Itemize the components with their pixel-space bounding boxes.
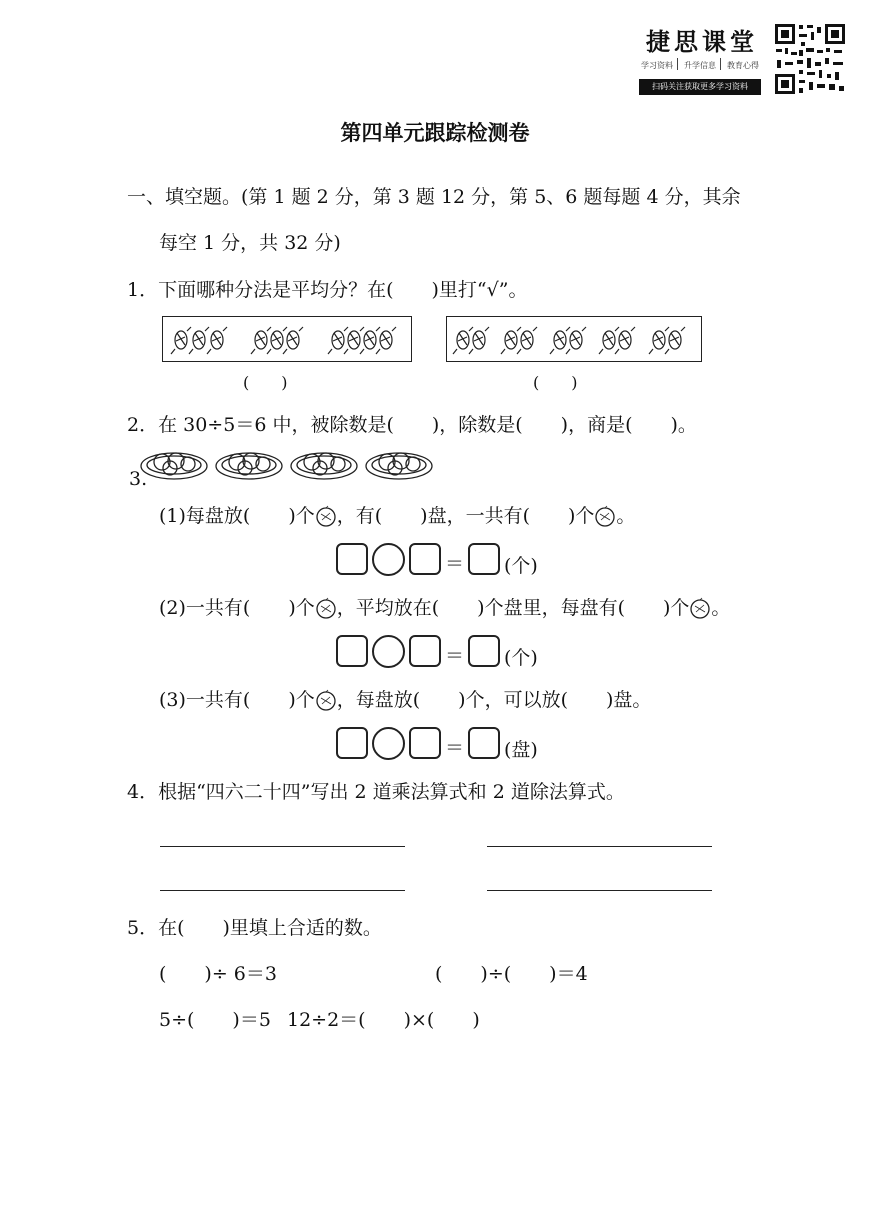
number-box[interactable] [409, 543, 441, 575]
question-3-part-3 [159, 688, 651, 712]
equation-3: 5÷( )＝5 [159, 1009, 271, 1031]
page-title: 第四单元跟踪检测卷 [340, 121, 530, 145]
qr-code-icon[interactable] [773, 22, 847, 96]
answer-line[interactable] [160, 846, 405, 847]
answer-blank-left[interactable]: ( ) [243, 373, 288, 392]
unit-label: (盘) [504, 739, 538, 761]
q3p1-text-b: ，有( )盘，一共有( )个 [336, 505, 595, 527]
orange-icon [315, 597, 337, 619]
equation-boxes-3 [336, 724, 538, 762]
question-3-part-2 [159, 596, 730, 620]
unit-label: (个) [504, 647, 538, 669]
equation-2: ( )÷( )＝4 [435, 963, 588, 985]
answer-line[interactable] [487, 890, 712, 891]
section-heading-cont: 每空 1 分，共 32 分) [159, 232, 341, 254]
orange-icon [594, 505, 616, 527]
question-4: 4．根据“四六二十四”写出 2 道乘法算式和 2 道除法算式。 [127, 781, 625, 803]
candy-group-picture [163, 317, 411, 361]
answer-line[interactable] [160, 890, 405, 891]
question-3-number: 3. [129, 468, 148, 490]
q3p2-text-a: (2)一共有( )个 [159, 597, 315, 619]
q3p3-text-b: ，每盘放( )个，可以放( )盘。 [336, 689, 652, 711]
orange-icon [315, 505, 337, 527]
result-box[interactable] [468, 635, 500, 667]
grouping-option-left [162, 316, 412, 362]
grouping-option-right [446, 316, 702, 362]
equation-4: 12÷2＝( )×( ) [287, 1009, 480, 1031]
operator-circle[interactable] [372, 543, 405, 576]
equals-sign: ＝ [445, 553, 465, 575]
candy-group-picture [447, 317, 701, 361]
answer-blank-right[interactable]: ( ) [533, 373, 578, 392]
equation-boxes-1 [336, 540, 538, 578]
logo-divider [677, 58, 678, 70]
number-box[interactable] [336, 543, 368, 575]
result-box[interactable] [468, 543, 500, 575]
logo-tag-3: 教育心得 [727, 61, 759, 70]
logo-tag-1: 学习资料 [641, 61, 673, 70]
q3p1-text-c: 。 [616, 505, 636, 527]
q3p3-text-a: (3)一共有( )个 [159, 689, 315, 711]
logo-tag-2: 升学信息 [684, 61, 716, 70]
unit-label: (个) [504, 555, 538, 577]
logo-name: 捷思课堂 [646, 27, 758, 56]
number-box[interactable] [336, 727, 368, 759]
question-1: 1．下面哪种分法是平均分？在( )里打“√”。 [127, 279, 528, 301]
equation-1: ( )÷ 6＝3 [159, 963, 277, 985]
number-box[interactable] [409, 727, 441, 759]
question-2: 2．在 30÷5＝6 中，被除数是( )，除数是( )，商是( )。 [127, 414, 697, 436]
equals-sign: ＝ [445, 645, 465, 667]
question-3-part-1 [159, 504, 635, 528]
q3p2-text-c: 。 [711, 597, 731, 619]
operator-circle[interactable] [372, 727, 405, 760]
orange-icon [315, 689, 337, 711]
equation-boxes-2 [336, 632, 538, 670]
q3p2-text-b: ，平均放在( )个盘里，每盘有( )个 [336, 597, 690, 619]
operator-circle[interactable] [372, 635, 405, 668]
number-box[interactable] [409, 635, 441, 667]
section-heading: 一、填空题。(第 1 题 2 分，第 3 题 12 分，第 5、6 题每题 4 分，其余 [127, 186, 741, 208]
answer-line[interactable] [487, 846, 712, 847]
logo-banner: 扫码关注获取更多学习资料 [639, 79, 761, 95]
q3p1-text-a: (1)每盘放( )个 [159, 505, 315, 527]
orange-icon [689, 597, 711, 619]
fruit-plates-picture [140, 448, 440, 482]
number-box[interactable] [336, 635, 368, 667]
logo-divider [720, 58, 721, 70]
question-5: 5．在( )里填上合适的数。 [127, 917, 382, 939]
result-box[interactable] [468, 727, 500, 759]
equals-sign: ＝ [445, 737, 465, 759]
